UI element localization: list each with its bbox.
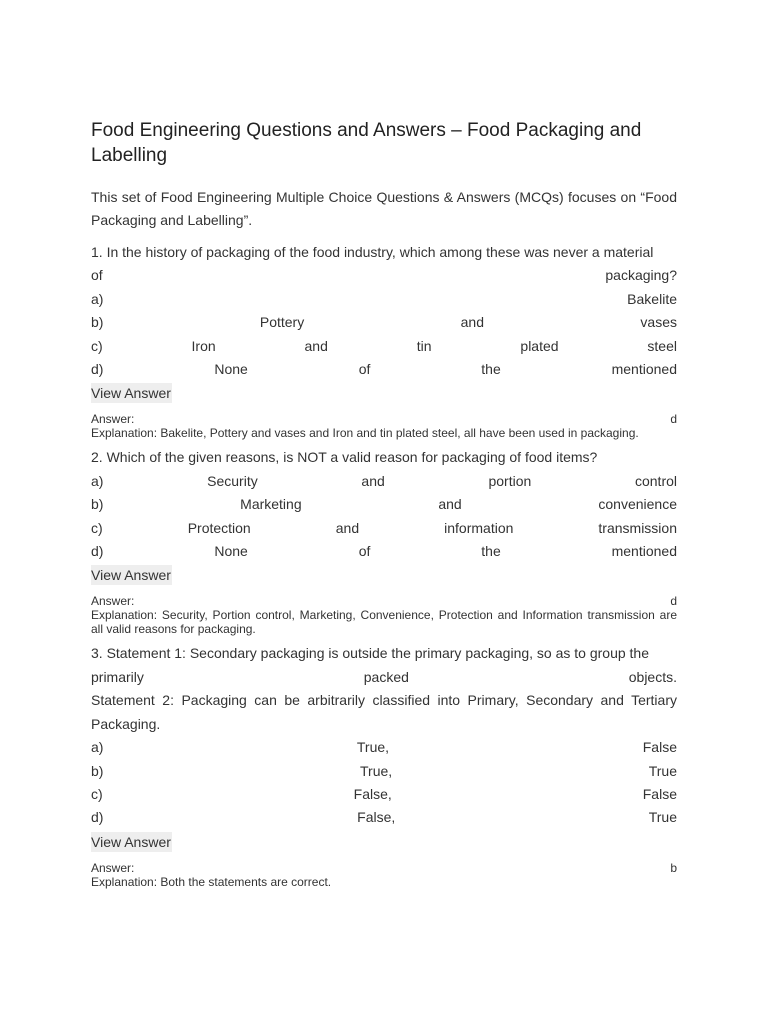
answer-label: Answer:: [91, 860, 135, 875]
question-2: [91, 446, 677, 636]
explanation-text: Explanation: Security, Portion control, Marketing, Convenience, Protection and Information transmission are all valid reasons for packaging.: [91, 608, 677, 637]
option-b: b) Marketing and convenience: [91, 496, 677, 513]
intro-text: This set of Food Engineering Multiple Choice Questions & Answers (MCQs) focuses on “Food Packaging and Labelling”.: [91, 189, 677, 228]
option-d: d) None of the mentioned: [91, 361, 677, 378]
document-page: [91, 118, 677, 895]
option-a: a) Security and portion control: [91, 472, 677, 489]
view-answer-button[interactable]: View Answer: [91, 385, 171, 402]
page-title: Food Engineering Questions and Answers – Food Packaging and Labelling: [91, 120, 642, 166]
option-a: a) Bakelite: [91, 290, 677, 307]
question-3: [91, 642, 677, 888]
option-c: c) False, False: [91, 785, 677, 802]
answer-label: Answer:: [91, 594, 135, 609]
view-answer-button[interactable]: View Answer: [91, 833, 171, 850]
option-d: d) False, True: [91, 809, 677, 826]
question-text: 3. Statement 1: Secondary packaging is outside the primary packaging, so as to group the: [91, 645, 649, 662]
question-text: of packaging?: [91, 267, 677, 284]
answer-value: d: [670, 412, 677, 427]
option-b: b) Pottery and vases: [91, 314, 677, 331]
question-text: 1. In the history of packaging of the food industry, which among these was never a material: [91, 244, 654, 260]
explanation-text: Explanation: Bakelite, Pottery and vases and Iron and tin plated steel, all have been used in packaging.: [91, 426, 639, 441]
answer-block: [91, 594, 677, 636]
answer-line: [91, 594, 677, 608]
question-text: 2. Which of the given reasons, is NOT a valid reason for packaging of food items?: [91, 449, 598, 466]
view-answer-button[interactable]: View Answer: [91, 567, 171, 584]
question-1: [91, 241, 677, 440]
answer-value: d: [670, 594, 677, 609]
option-b: b) True, True: [91, 762, 677, 779]
question-text: Statement 2: Packaging can be arbitrarily classified into Primary, Secondary and Tertiary Packaging.: [91, 692, 677, 732]
option-a: a) True, False: [91, 739, 677, 756]
answer-block: [91, 861, 677, 889]
option-d: d) None of the mentioned: [91, 543, 677, 560]
answer-line: [91, 412, 677, 426]
answer-label: Answer:: [91, 412, 135, 427]
answer-block: [91, 412, 677, 440]
option-c: c) Iron and tin plated steel: [91, 337, 677, 354]
question-text: primarily packed objects.: [91, 668, 677, 685]
answer-value: b: [670, 860, 677, 875]
answer-line: [91, 861, 677, 875]
option-c: c) Protection and information transmission: [91, 519, 677, 536]
explanation-text: Explanation: Both the statements are correct.: [91, 874, 332, 889]
